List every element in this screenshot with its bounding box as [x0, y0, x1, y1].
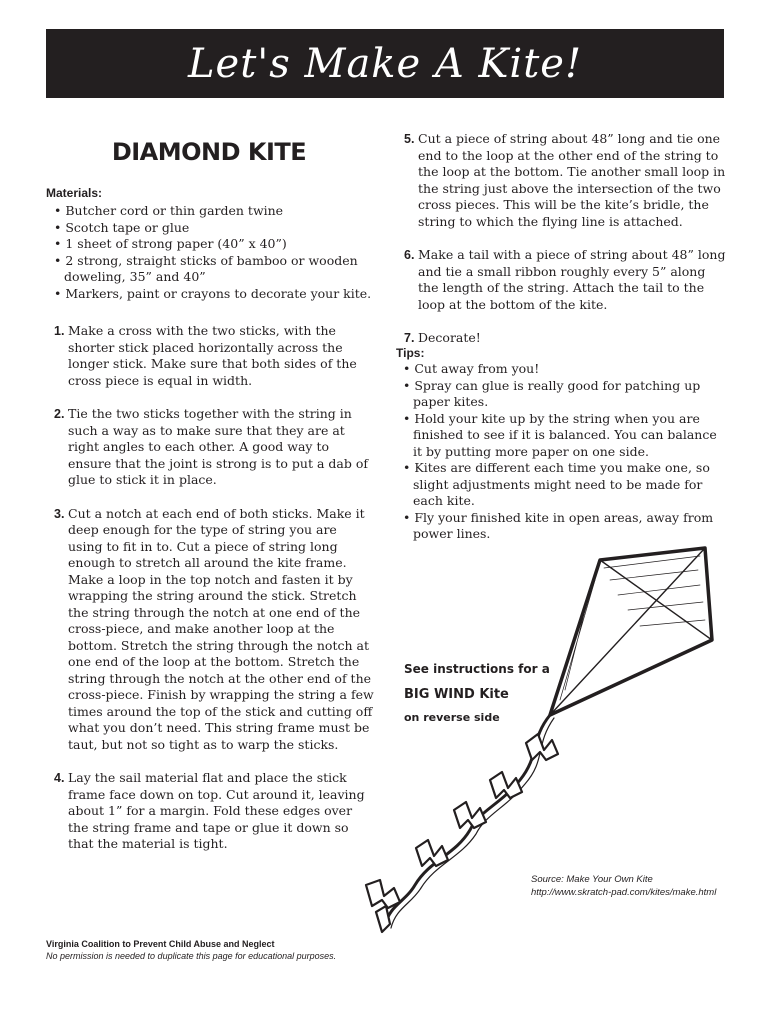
step-number: 5. — [404, 132, 415, 146]
materials-item: • 1 sheet of strong paper (40” x 40”) — [54, 236, 372, 253]
materials-item: • 2 strong, straight sticks of bamboo or wooden doweling, 35” and 40” — [54, 253, 372, 286]
step-number: 6. — [404, 248, 415, 262]
step-item — [54, 770, 374, 853]
big-wind-note — [404, 656, 554, 728]
section-title: DIAMOND KITE — [111, 138, 307, 166]
step-number: 3. — [54, 506, 65, 521]
page-footer — [46, 938, 446, 962]
source-citation — [531, 873, 751, 899]
source-line: Source: Make Your Own Kite — [531, 874, 653, 885]
tip-item: • Spray can glue is really good for patching up paper kites. — [403, 378, 725, 411]
step-item — [54, 406, 374, 489]
tip-item: • Hold your kite up by the string when you are finished to see if it is balanced. You can balance it by putting more paper on one side. — [403, 411, 725, 461]
step-text: Lay the sail material flat and place the stick frame face down on top. Cut around it, leaving about 1” for a margin. Fold these edges over the string frame and tape or glue it down so that the material is tight. — [68, 770, 365, 851]
step-number: 1. — [54, 324, 65, 338]
step-text: Tie the two sticks together with the string in such a way as to make sure that they are at right angles to each other. A good way to ensure that the joint is strong is to put a dab of glue to stick it in place. — [68, 406, 368, 487]
source-url: http://www.skratch-pad.com/kites/make.html — [531, 887, 717, 898]
materials-list — [54, 203, 372, 302]
tip-item: • Kites are different each time you make one, so slight adjustments might need to be made for each kite. — [403, 460, 725, 510]
big-wind-line: See instructions for a — [404, 662, 550, 676]
step-item — [54, 506, 374, 754]
tips-list — [403, 361, 725, 543]
step-text: Make a cross with the two sticks, with the shorter stick placed horizontally across the longer stick. Make sure that both sides of the cross piece is equal in width. — [68, 323, 357, 388]
step-text: Cut a notch at each end of both sticks. Make it deep enough for the type of string you are using to fit in to. Cut a piece of string long enough to stretch all around the kite frame. Make a loop in the top notch and fasten it by wrapping the string around the stick. Stretch the string through the notch at one end of the cross-piece, and make another loop at the bottom. Stretch the string through the notch at one end of the loop at the bottom. Stretch the string through the notch at the other end of the cross-piece. Finish by wrapping the string a few times around the top of the stick and cutting off what you don’t need. This string frame must be taut, but not so tight as to warp the sticks. — [68, 505, 374, 752]
tip-item: • Fly your finished kite in open areas, away from power lines. — [403, 510, 725, 543]
step-text: Decorate! — [418, 330, 481, 345]
step-item — [404, 330, 726, 347]
step-item — [404, 247, 726, 313]
step-item — [404, 131, 726, 230]
big-wind-line: BIG WIND Kite — [404, 687, 509, 702]
materials-item: • Butcher cord or thin garden twine — [54, 203, 372, 220]
materials-heading: Materials: — [46, 186, 103, 200]
footer-note: No permission is needed to duplicate this page for educational purposes. — [46, 951, 337, 961]
step-number: 7. — [404, 331, 415, 345]
step-text: Cut a piece of string about 48” long and tie one end to the loop at the other end of the string to the loop at the bottom. Tie another small loop in the string just above the intersection of the two cross pieces. This will be the kite’s bridle, the string to which the flying line is attached. — [418, 131, 726, 229]
big-wind-line: on reverse side — [404, 711, 500, 724]
step-number: 4. — [54, 771, 65, 785]
footer-org: Virginia Coalition to Prevent Child Abuse and Neglect — [46, 939, 275, 949]
step-item — [54, 323, 374, 389]
tip-item: • Cut away from you! — [403, 361, 725, 378]
tips-heading: Tips: — [396, 346, 425, 360]
materials-item: • Markers, paint or crayons to decorate your kite. — [54, 286, 372, 303]
page-banner — [46, 29, 724, 98]
page-title: Let's Make A Kite! — [187, 40, 583, 87]
steps-list-right — [404, 131, 726, 364]
step-text: Make a tail with a piece of string about 48” long and tie a small ribbon roughly every 5” along the length of the string. Attach the tail to the loop at the bottom of the kite. — [418, 247, 726, 312]
materials-item: • Scotch tape or glue — [54, 220, 372, 237]
steps-list-left — [54, 323, 374, 870]
step-number: 2. — [54, 407, 65, 421]
